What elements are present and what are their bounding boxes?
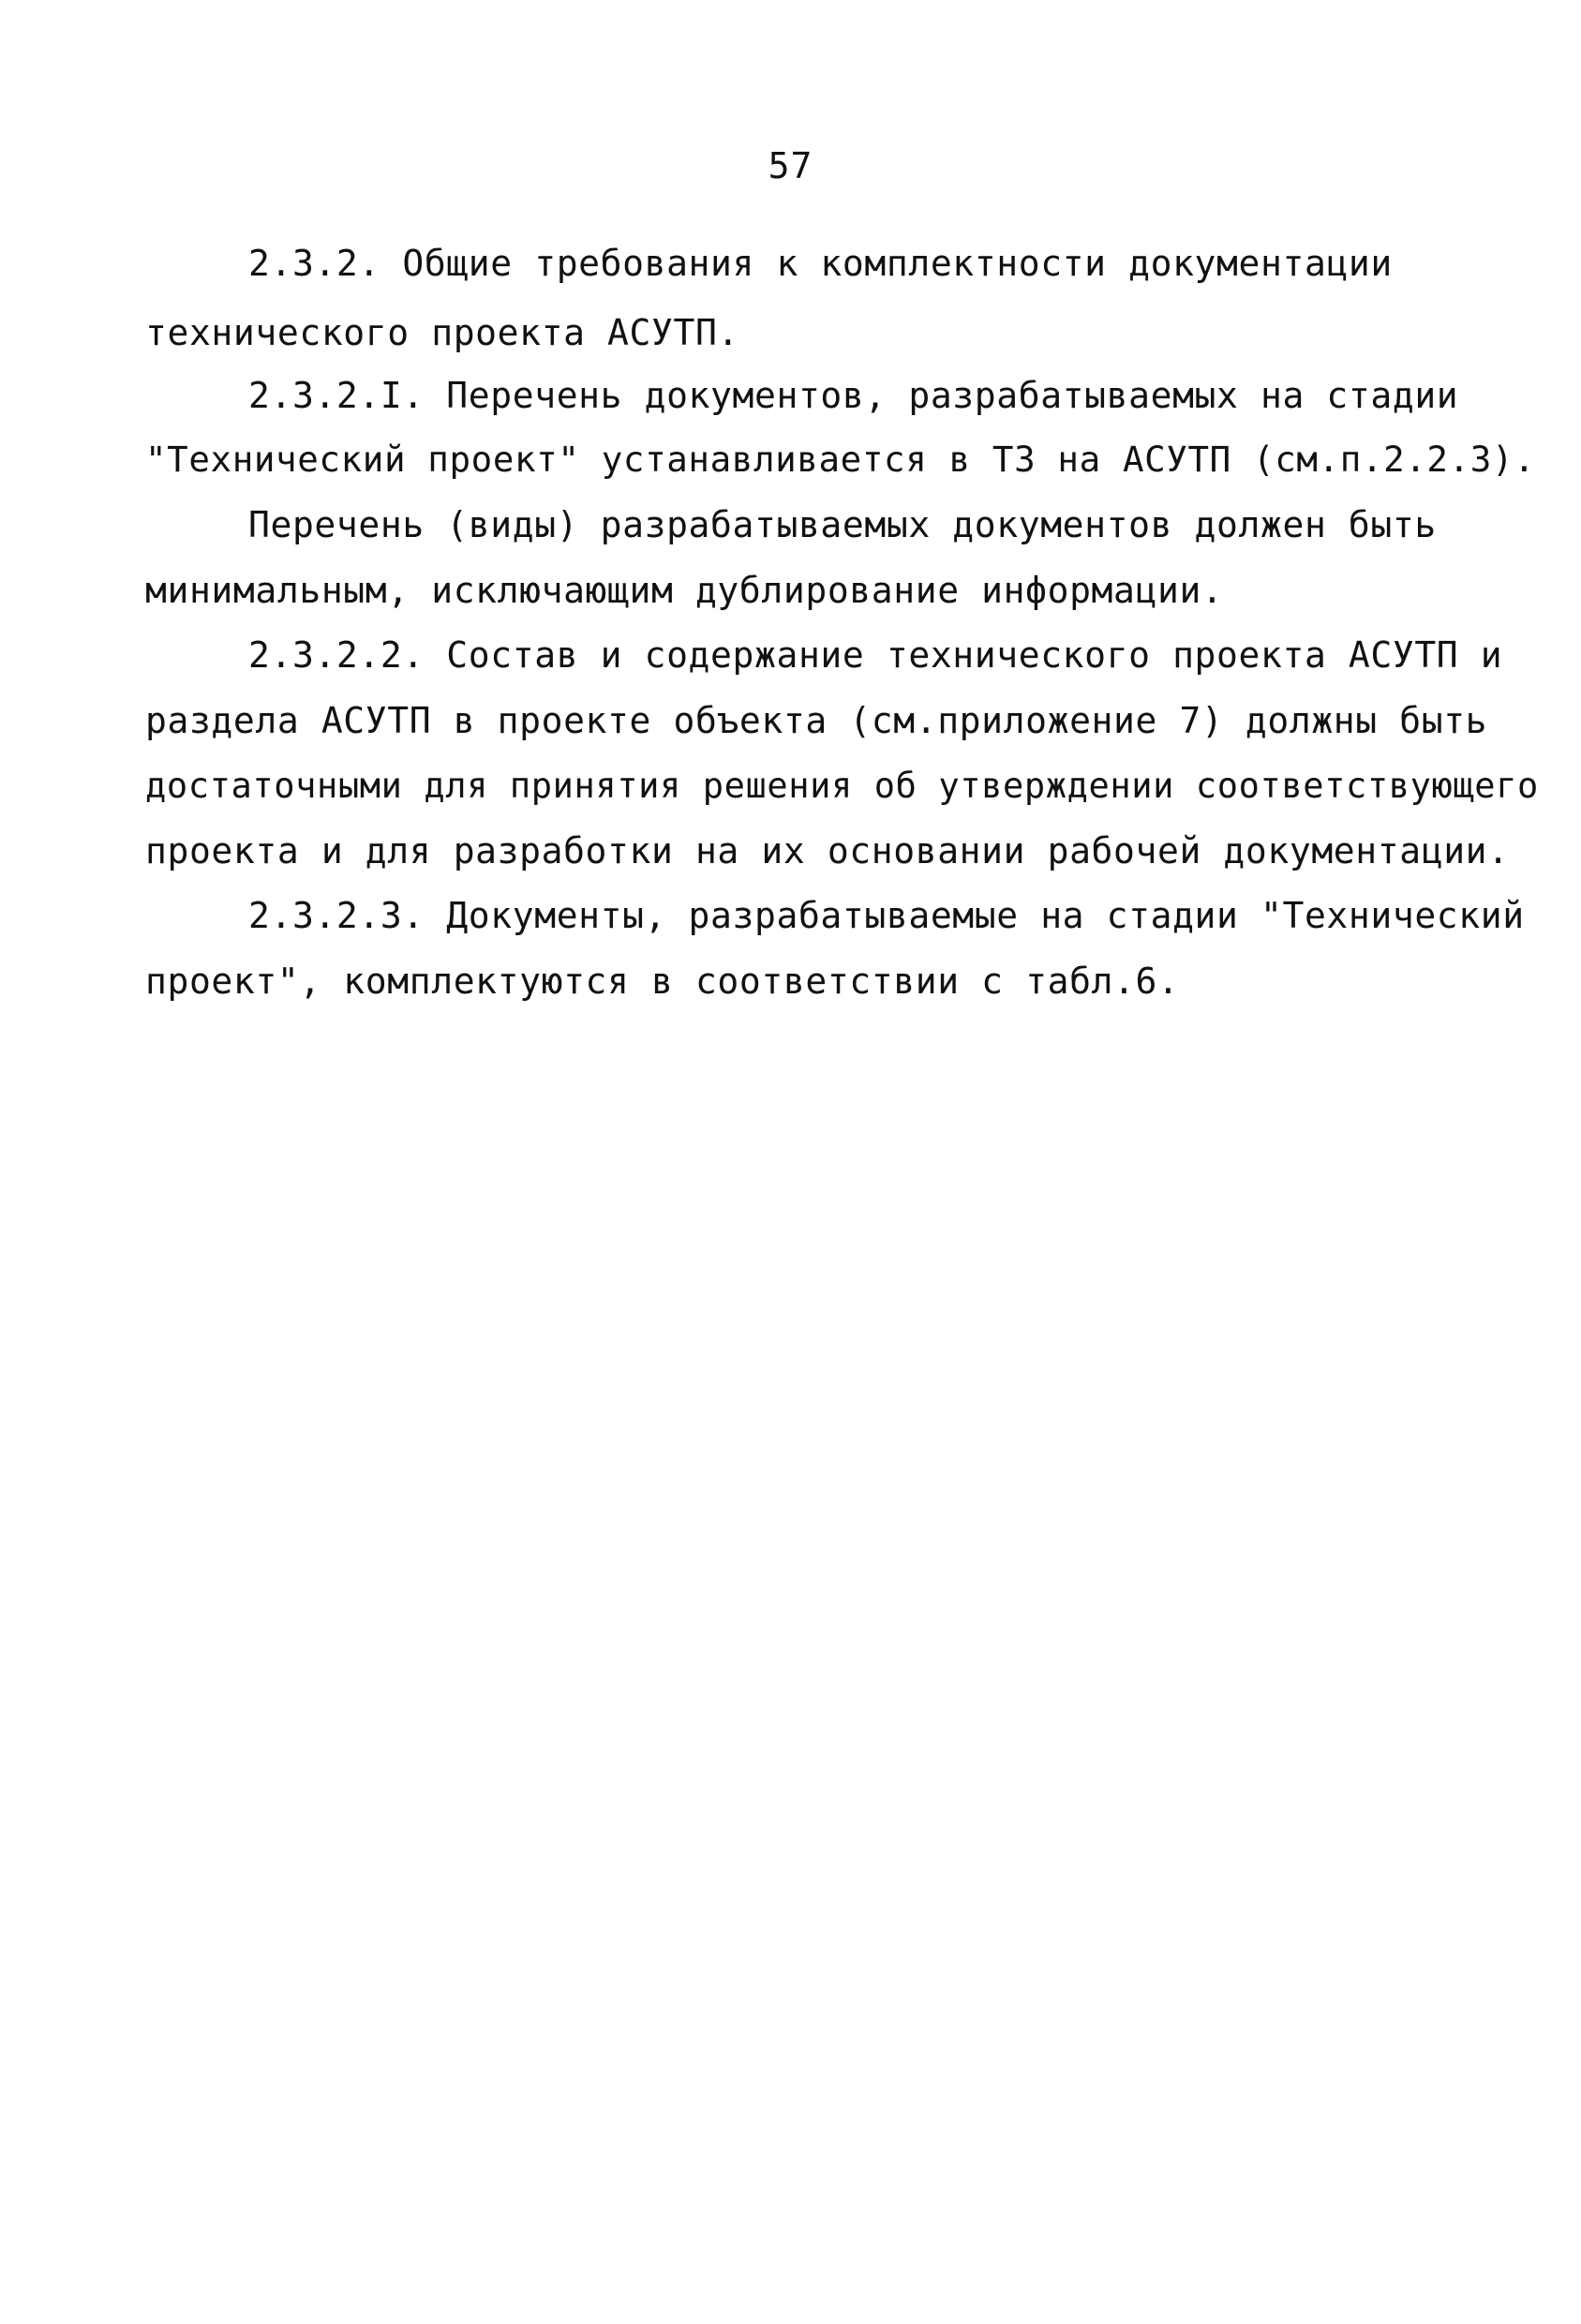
- paragraph-line: проект", комплектуются в соответствии с табл.6.: [145, 961, 1180, 1002]
- paragraph-line: минимальным, исключающим дублирование информации.: [145, 570, 1224, 611]
- paragraph-line: проекта и для разработки на их основании рабочей документации.: [145, 830, 1510, 872]
- clause-2-3-2-1: 2.3.2.I. Перечень документов, разрабатываемых на стадии: [248, 375, 1459, 416]
- section-heading-2-3-2: 2.3.2. Общие требования к комплектности документации: [248, 243, 1393, 284]
- page-number: 57: [768, 145, 813, 186]
- paragraph-line: достаточными для принятия решения об утверждении соответствующего: [145, 766, 1539, 806]
- paragraph-line: Перечень (виды) разрабатываемых документов должен быть: [248, 504, 1437, 545]
- paragraph-line: технического проекта АСУТП.: [145, 312, 739, 353]
- clause-2-3-2-2: 2.3.2.2. Состав и содержание технического проекта АСУТП и: [248, 634, 1503, 676]
- paragraph-line: раздела АСУТП в проекте объекта (см.приложение 7) должны быть: [145, 700, 1488, 741]
- clause-2-3-2-3: 2.3.2.3. Документы, разрабатываемые на стадии "Технический: [248, 895, 1525, 936]
- paragraph-line: "Технический проект" устанавливается в ТЗ на АСУТП (см.п.2.2.3).: [145, 439, 1536, 480]
